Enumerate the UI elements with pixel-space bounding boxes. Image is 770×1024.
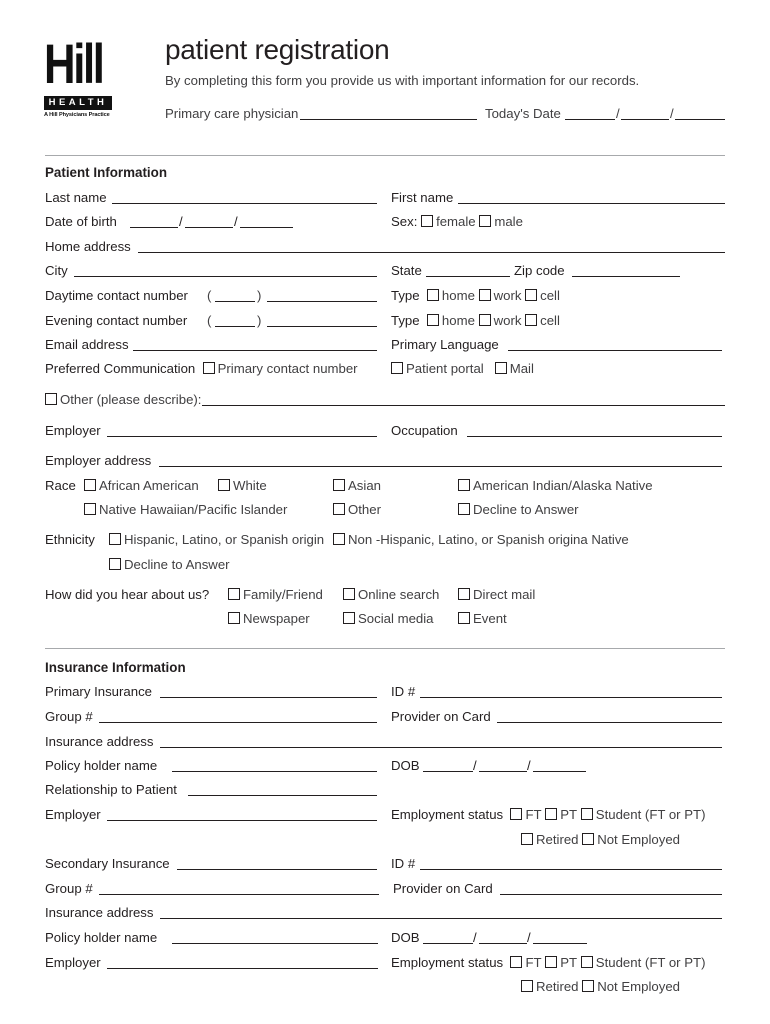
race-decline-checkbox[interactable] (458, 503, 470, 515)
secondary-id-field[interactable] (420, 869, 722, 870)
paren: ( (207, 313, 212, 328)
race-option: Asian (333, 478, 381, 494)
mail-checkbox[interactable] (495, 362, 507, 374)
evening-label: Evening contact number (45, 313, 188, 328)
evening-cell-checkbox[interactable] (525, 314, 537, 326)
primary-ins-address-label: Insurance address (45, 734, 154, 749)
paren: ( (207, 288, 212, 303)
relationship-label: Relationship to Patient (45, 782, 177, 797)
primary-id-label: ID # (391, 684, 416, 699)
evening-work-checkbox[interactable] (479, 314, 491, 326)
secondary-holder-label: Policy holder name (45, 930, 158, 945)
pref-comm-row-2: Patient portal Mail (391, 361, 534, 377)
employer-address-field[interactable] (159, 466, 722, 467)
last-name-label: Last name (45, 190, 107, 205)
primary-student-checkbox[interactable] (581, 808, 593, 820)
evening-number-field[interactable] (267, 326, 377, 327)
pref-comm-row: Preferred Communication Primary contact number (45, 361, 358, 376)
primary-contact-checkbox[interactable] (203, 362, 215, 374)
city-field[interactable] (74, 276, 377, 277)
secondary-retired-checkbox[interactable] (521, 980, 533, 992)
secondary-emp-status-2: Retired Not Employed (521, 979, 680, 995)
secondary-ins-address-field[interactable] (160, 918, 722, 919)
primary-group-label: Group # (45, 709, 93, 724)
secondary-ft-checkbox[interactable] (510, 956, 522, 968)
secondary-group-field[interactable] (99, 894, 379, 895)
employer-address-label: Employer address (45, 453, 152, 468)
last-name-field[interactable] (112, 203, 377, 204)
primary-pt-checkbox[interactable] (545, 808, 557, 820)
first-name-label: First name (391, 190, 454, 205)
zip-label: Zip code (514, 263, 565, 278)
home-address-label: Home address (45, 239, 131, 254)
dob-slash: / (179, 214, 183, 229)
logo-band: HEALTH (44, 96, 112, 110)
non-hispanic-checkbox[interactable] (333, 533, 345, 545)
date-year-field[interactable] (675, 119, 725, 120)
paren: ) (257, 313, 262, 328)
primary-ins-address-field[interactable] (160, 747, 722, 748)
primary-emp-status: Employment status FT PT Student (FT or PT) (391, 807, 706, 822)
secondary-insurance-field[interactable] (177, 869, 377, 870)
sex-label: Sex: female male (391, 214, 523, 229)
race-option: Decline to Answer (458, 502, 579, 518)
physician-field[interactable] (300, 119, 477, 120)
employer-label: Employer (45, 423, 101, 438)
patient-section-heading: Patient Information (45, 165, 168, 180)
secondary-dob-year-field[interactable] (533, 943, 587, 944)
secondary-id-label: ID # (391, 856, 416, 871)
primary-employer-label: Employer (45, 807, 101, 822)
date-slash: / (616, 106, 620, 121)
secondary-group-label: Group # (45, 881, 93, 896)
primary-retired-checkbox[interactable] (521, 833, 533, 845)
logo-tagline: A Hill Physicians Practice (44, 112, 110, 118)
hear-option: Family/Friend (228, 587, 323, 603)
hear-option: Event (458, 611, 507, 627)
physician-label: Primary care physician (165, 106, 299, 121)
evening-home-checkbox[interactable] (427, 314, 439, 326)
white-checkbox[interactable] (218, 479, 230, 491)
occupation-label: Occupation (391, 423, 458, 438)
daytime-number-field[interactable] (267, 301, 377, 302)
primary-emp-status-2: Retired Not Employed (521, 832, 680, 848)
hear-option: Newspaper (228, 611, 310, 627)
dob-slash: / (234, 214, 238, 229)
secondary-not-employed-checkbox[interactable] (582, 980, 594, 992)
other-comm-checkbox[interactable] (45, 393, 57, 405)
primary-provider-field[interactable] (497, 722, 722, 723)
direct-mail-checkbox[interactable] (458, 588, 470, 600)
hear-option: Online search (343, 587, 439, 603)
city-label: City (45, 263, 68, 278)
secondary-employer-field[interactable] (107, 968, 378, 969)
secondary-provider-field[interactable] (500, 894, 722, 895)
insurance-section-heading: Insurance Information (45, 660, 186, 675)
evening-area-code-field[interactable] (215, 326, 255, 327)
language-field[interactable] (508, 350, 722, 351)
primary-dob-label: DOB (391, 758, 420, 773)
date-day-field[interactable] (621, 119, 669, 120)
dob-day-field[interactable] (185, 227, 233, 228)
state-label: State (391, 263, 422, 278)
dob-year-field[interactable] (240, 227, 293, 228)
race-other-checkbox[interactable] (333, 503, 345, 515)
hispanic-checkbox[interactable] (109, 533, 121, 545)
page-title: patient registration (165, 34, 390, 65)
other-comm-field[interactable] (202, 405, 725, 406)
patient-portal-checkbox[interactable] (391, 362, 403, 374)
ethnicity-decline-checkbox[interactable] (109, 558, 121, 570)
african-american-checkbox[interactable] (84, 479, 96, 491)
primary-dob-year-field[interactable] (533, 771, 586, 772)
dob-label: Date of birth (45, 214, 117, 229)
primary-insurance-label: Primary Insurance (45, 684, 153, 699)
online-search-checkbox[interactable] (343, 588, 355, 600)
native-hawaiian-checkbox[interactable] (84, 503, 96, 515)
primary-ft-checkbox[interactable] (510, 808, 522, 820)
primary-holder-field[interactable] (172, 771, 377, 772)
paren: ) (257, 288, 262, 303)
email-field[interactable] (133, 350, 377, 351)
email-label: Email address (45, 337, 129, 352)
secondary-holder-field[interactable] (172, 943, 378, 944)
race-option: Other (333, 502, 381, 518)
event-checkbox[interactable] (458, 612, 470, 624)
primary-not-employed-checkbox[interactable] (582, 833, 594, 845)
ethnicity-label: Ethnicity (45, 532, 95, 547)
relationship-field[interactable] (188, 795, 377, 796)
other-comm-row: Other (please describe): (45, 392, 201, 408)
daytime-area-code-field[interactable] (215, 301, 255, 302)
race-option: White (218, 478, 267, 494)
secondary-dob-month-field[interactable] (423, 943, 473, 944)
first-name-field[interactable] (458, 203, 725, 204)
hear-option: Direct mail (458, 587, 535, 603)
primary-employer-field[interactable] (107, 820, 377, 821)
daytime-type: Type home work cell (391, 288, 560, 303)
race-option: African American (84, 478, 199, 494)
dob-slash: / (473, 758, 477, 773)
state-field[interactable] (426, 276, 510, 277)
social-media-checkbox[interactable] (343, 612, 355, 624)
section-divider (45, 155, 725, 156)
secondary-emp-status: Employment status FT PT Student (FT or PT) (391, 955, 706, 970)
primary-insurance-field[interactable] (160, 697, 377, 698)
newspaper-checkbox[interactable] (228, 612, 240, 624)
dob-slash: / (473, 930, 477, 945)
ethnicity-option: Non -Hispanic, Latino, or Spanish origina Native (333, 532, 629, 548)
date-slash: / (670, 106, 674, 121)
race-option: American Indian/Alaska Native (458, 478, 653, 494)
hear-label: How did you hear about us? (45, 587, 210, 602)
secondary-insurance-label: Secondary Insurance (45, 856, 170, 871)
american-indian-checkbox[interactable] (458, 479, 470, 491)
secondary-pt-checkbox[interactable] (545, 956, 557, 968)
date-month-field[interactable] (565, 119, 615, 120)
primary-provider-label: Provider on Card (391, 709, 491, 724)
race-option: Native Hawaiian/Pacific Islander (84, 502, 287, 518)
employer-field[interactable] (107, 436, 377, 437)
daytime-label: Daytime contact number (45, 288, 188, 303)
primary-holder-label: Policy holder name (45, 758, 158, 773)
date-label: Today's Date (485, 106, 561, 121)
zip-field[interactable] (572, 276, 680, 277)
asian-checkbox[interactable] (333, 479, 345, 491)
ethnicity-option: Hispanic, Latino, or Spanish origin (109, 532, 324, 548)
family-friend-checkbox[interactable] (228, 588, 240, 600)
dob-slash: / (527, 930, 531, 945)
dob-slash: / (527, 758, 531, 773)
evening-type: Type home work cell (391, 313, 560, 328)
home-address-field[interactable] (138, 252, 725, 253)
page-subtitle: By completing this form you provide us with important information for our records. (165, 73, 640, 88)
ethnicity-option: Decline to Answer (109, 557, 230, 573)
primary-id-field[interactable] (420, 697, 722, 698)
primary-group-field[interactable] (99, 722, 377, 723)
dob-month-field[interactable] (130, 227, 178, 228)
hear-option: Social media (343, 611, 434, 627)
logo-wordmark: Hill (44, 32, 103, 95)
occupation-field[interactable] (467, 436, 722, 437)
secondary-dob-label: DOB (391, 930, 420, 945)
secondary-dob-day-field[interactable] (479, 943, 527, 944)
race-label: Race (45, 478, 76, 493)
daytime-work-checkbox[interactable] (479, 289, 491, 301)
secondary-provider-label: Provider on Card (393, 881, 493, 896)
secondary-employer-label: Employer (45, 955, 101, 970)
primary-dob-day-field[interactable] (479, 771, 527, 772)
daytime-home-checkbox[interactable] (427, 289, 439, 301)
male-checkbox[interactable] (479, 215, 491, 227)
secondary-ins-address-label: Insurance address (45, 905, 154, 920)
daytime-cell-checkbox[interactable] (525, 289, 537, 301)
female-checkbox[interactable] (421, 215, 433, 227)
language-label: Primary Language (391, 337, 499, 352)
secondary-student-checkbox[interactable] (581, 956, 593, 968)
section-divider (45, 648, 725, 649)
primary-dob-month-field[interactable] (423, 771, 473, 772)
